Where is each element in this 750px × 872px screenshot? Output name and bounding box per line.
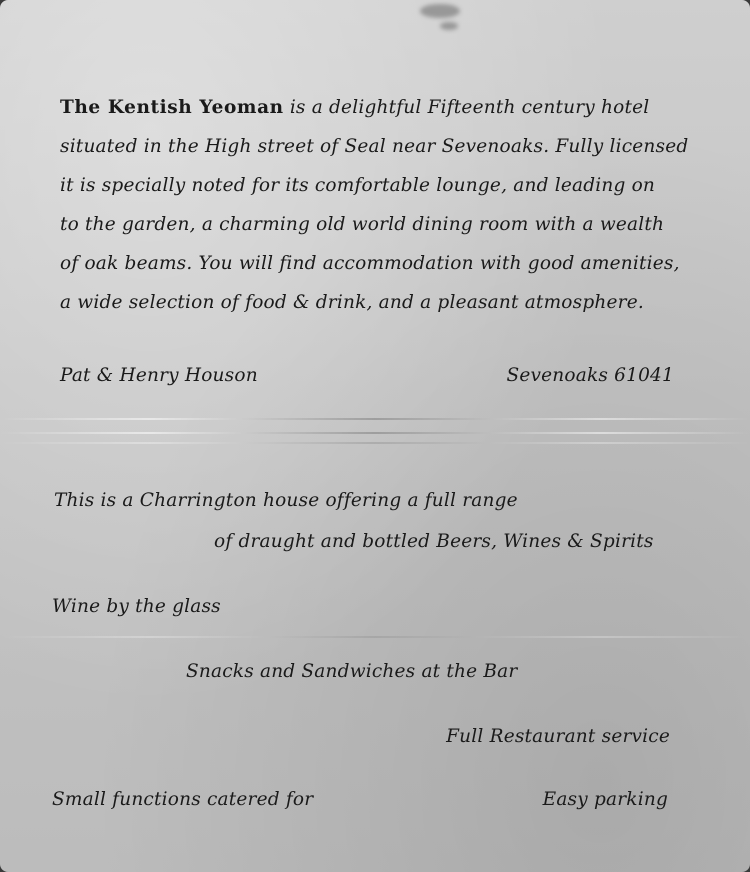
intro-line-2: situated in the High street of Seal near Sevenoaks. Fully licensed <box>60 136 689 157</box>
intro-text-1: is a delightful Fifteenth century hotel <box>283 97 650 118</box>
intro-line-3: it is specially noted for its comfortable lounge, and leading on <box>60 175 656 196</box>
intro-line-6: a wide selection of food & drink, and a pleasant atmosphere. <box>60 292 644 313</box>
fold-crease <box>0 418 750 420</box>
charrington-line-1: This is a Charrington house offering a full range <box>54 490 518 511</box>
charrington-line-2: of draught and bottled Beers, Wines & Spirits <box>214 531 654 552</box>
phone-number: Sevenoaks 61041 <box>506 365 674 386</box>
intro-line-1 <box>60 88 649 127</box>
ink-stain <box>440 22 458 30</box>
intro-line-4: to the garden, a charming old world dining room with a wealth <box>60 214 665 235</box>
restaurant-service: Full Restaurant service <box>446 726 670 747</box>
wine-by-glass: Wine by the glass <box>52 596 221 617</box>
fold-crease <box>0 442 750 444</box>
fold-crease <box>0 636 750 638</box>
snacks-sandwiches: Snacks and Sandwiches at the Bar <box>186 661 518 682</box>
intro-line-5: of oak beams. You will find accommodation with good amenities, <box>60 253 680 274</box>
ink-stain <box>420 4 460 18</box>
easy-parking: Easy parking <box>542 789 668 810</box>
proprietors: Pat & Henry Houson <box>60 365 258 386</box>
small-functions: Small functions catered for <box>52 789 314 810</box>
hotel-name: The Kentish Yeoman <box>60 97 284 118</box>
fold-crease <box>0 432 750 434</box>
